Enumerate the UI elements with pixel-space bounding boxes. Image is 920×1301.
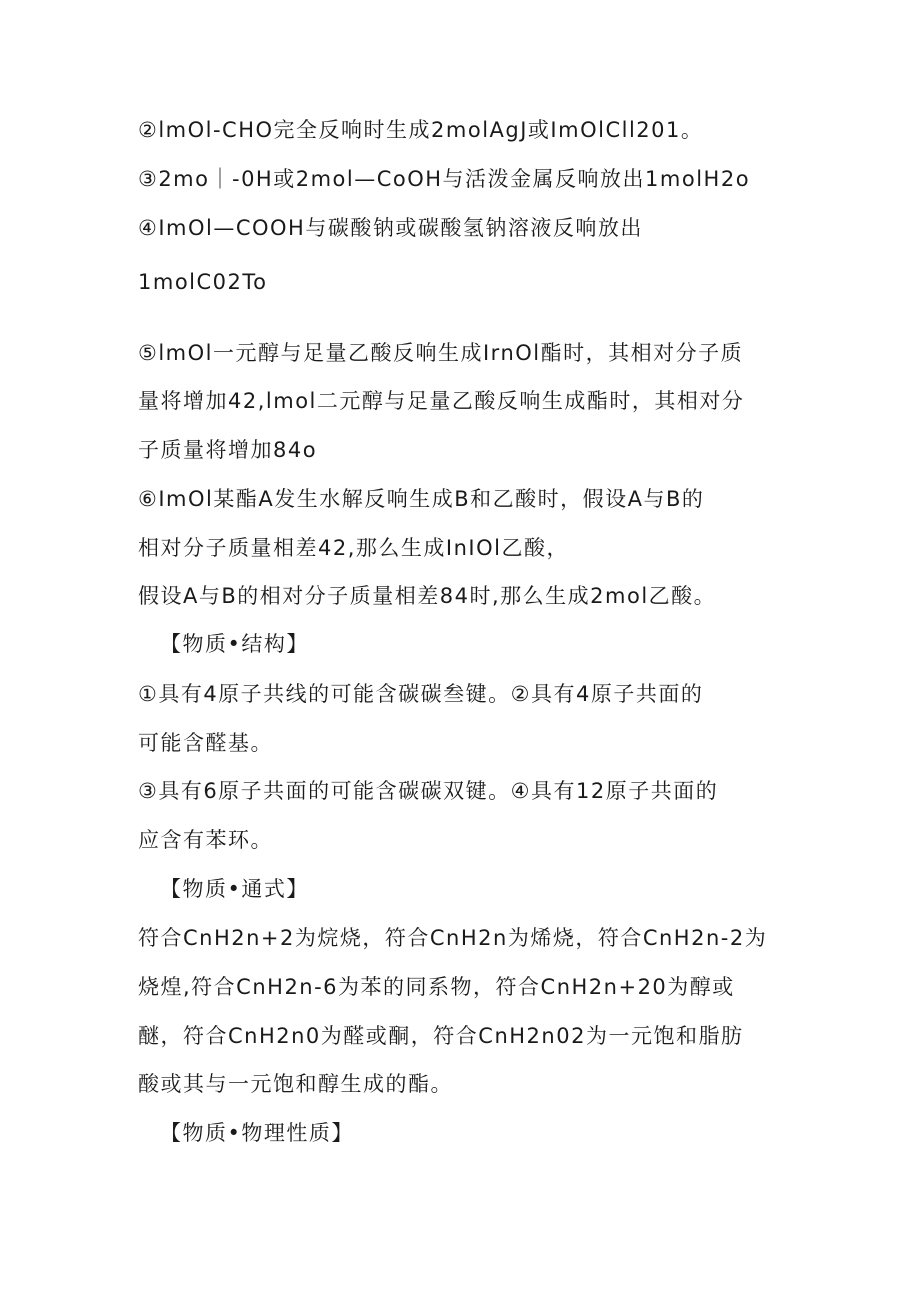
text-line-13: 可能含醛基。 bbox=[138, 731, 273, 755]
section-heading-formula: 【物质•通式】 bbox=[160, 877, 309, 901]
text-line-10: 假设A与B的相对分子质量相差84时,那么生成2mol乙酸。 bbox=[138, 584, 717, 608]
text-line-4: 1molC02To bbox=[138, 270, 268, 294]
text-line-18: 烧煌,符合CnH2n-6为苯的同系物，符合CnH2n+20为醇或 bbox=[138, 975, 735, 999]
text-line-9: 相对分子质量相差42,那么生成InIOl乙酸， bbox=[138, 536, 569, 560]
text-line-15: 应含有苯环。 bbox=[138, 828, 273, 852]
text-line-1: ②lmOl-CHO完全反响时生成2molAgJ或ImOlCll201。 bbox=[138, 118, 704, 142]
section-heading-structure: 【物质•结构】 bbox=[160, 632, 309, 656]
text-line-8: ⑥ImOl某酯A发生水解反响生成B和乙酸时，假设A与B的 bbox=[138, 487, 705, 511]
text-line-17: 符合CnH2n+2为烷烧，符合CnH2n为烯烧，符合CnH2n-2为 bbox=[138, 926, 768, 950]
text-line-6: 量将增加42,lmol二元醇与足量乙酸反响生成酯时，其相对分 bbox=[138, 389, 745, 413]
text-line-19: 醚，符合CnH2n0为醛或酮，符合CnH2n02为一元饱和脂肪 bbox=[138, 1024, 744, 1048]
section-heading-physical-properties: 【物质•物理性质】 bbox=[160, 1121, 354, 1145]
text-line-2: ③2mo｜-0H或2mol—CoOH与活泼金属反响放出1molH2o bbox=[138, 167, 751, 191]
text-line-7: 子质量将增加84o bbox=[138, 438, 318, 462]
text-line-20: 酸或其与一元饱和醇生成的酯。 bbox=[138, 1072, 453, 1096]
text-line-12: ①具有4原子共线的可能含碳碳叁键。②具有4原子共面的 bbox=[138, 682, 704, 706]
text-line-5: ⑤lmOl一元醇与足量乙酸反响生成IrnOl酯时，其相对分子质 bbox=[138, 341, 744, 365]
text-line-14: ③具有6原子共面的可能含碳碳双键。④具有12原子共面的 bbox=[138, 779, 719, 803]
text-line-3: ④ImOl—COOH与碳酸钠或碳酸氢钠溶液反响放出 bbox=[138, 216, 643, 240]
